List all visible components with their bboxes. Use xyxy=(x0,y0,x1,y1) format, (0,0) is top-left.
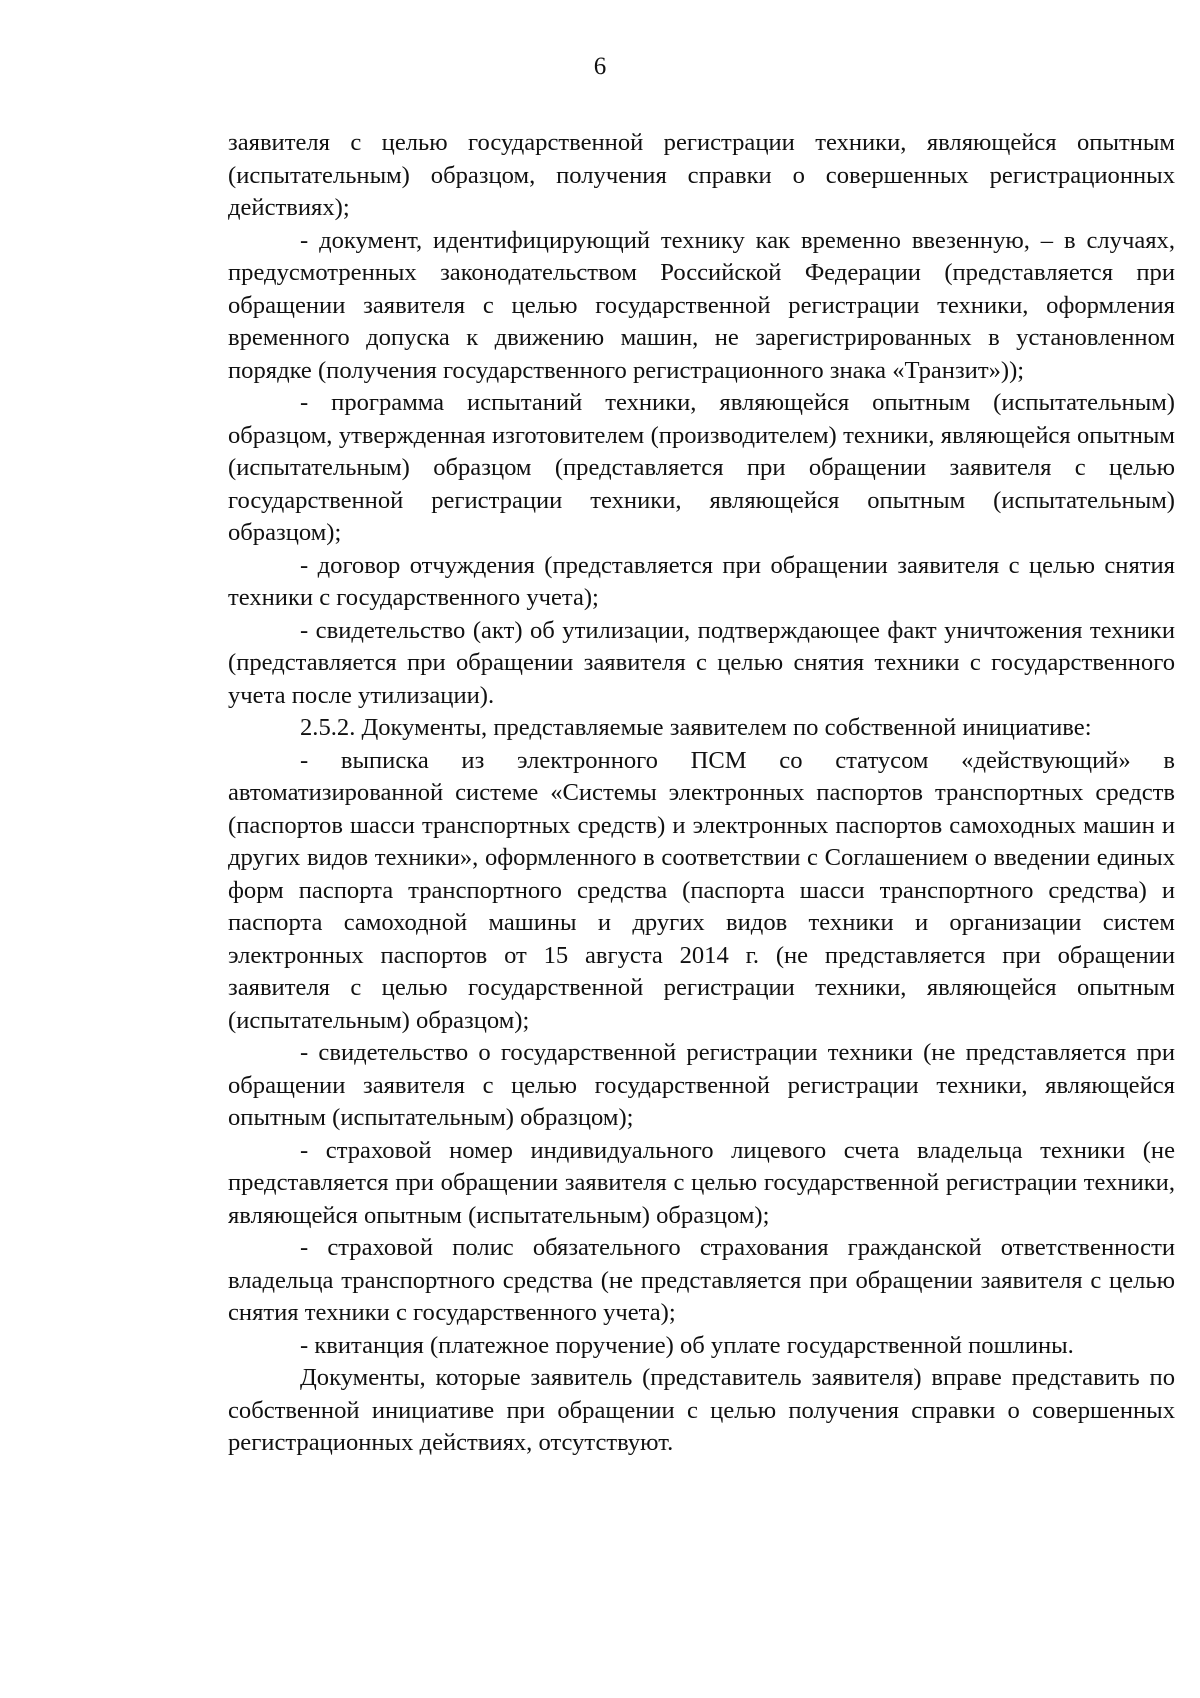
page-number: 6 xyxy=(593,53,607,80)
closing-paragraph: Документы, которые заявитель (представитель заявителя) вправе представить по собственной инициативе при обращении с целью получения справки о совершенных регистрационных действиях, отсутствуют. xyxy=(228,1364,1175,1456)
list-item-insurance-number: - страховой номер индивидуального лицевого счета владельца техники (не представляется при обращении заявителя с целью государственной регистрации техники, являющейся опытным (испытательным) образцом); xyxy=(228,1136,1175,1229)
document-body xyxy=(228,127,1175,1460)
list-item-state-duty-receipt: - квитанция (платежное поручение) об уплате государственной пошлины. xyxy=(300,1331,1074,1359)
list-item-temporary-import-document: - документ, идентифицирующий технику как временно ввезенную, – в случаях, предусмотренных законодательством Российской Федерации (представляется при обращении заявителя с целью государственной регистрации техники, оформления временного допуска к движению машин, не зарегистрированных в установленном порядке (получения государственного регистрационного знака «Транзит»)); xyxy=(228,226,1175,384)
list-item-alienation-contract: - договор отчуждения (представляется при обращении заявителя с целью снятия техники с государственного учета); xyxy=(228,551,1175,611)
list-item-registration-certificate: - свидетельство о государственной регистрации техники (не представляется при обращении заявителя с целью государственной регистрации техники, являющейся опытным (испытательным) образцом); xyxy=(228,1039,1175,1131)
list-item-disposal-certificate: - свидетельство (акт) об утилизации, подтверждающее факт уничтожения техники (представляется при обращении заявителя с целью снятия техники с государственного учета после утилизации). xyxy=(228,616,1175,709)
list-item-electronic-passport-extract: - выписка из электронного ПСМ со статусом «действующий» в автоматизированной системе «Системы электронных паспортов транспортных средств (паспортов шасси транспортных средств) и электронных паспортов самоходных машин и других видов техники», оформленного в соответствии с Соглашением о введении единых форм паспорта транспортного средства (паспорта шасси транспортного средства) и паспорта самоходной машины и других видов техники и организации систем электронных паспортов от 15 августа 2014 г. (не представляется при обращении заявителя с целью государственной регистрации техники, являющейся опытным (испытательным) образцом); xyxy=(228,746,1175,1034)
paragraph-continuation: заявителя с целью государственной регистрации техники, являющейся опытным (испытательным) образцом, получения справки о совершенных регистрационных действиях); xyxy=(228,129,1175,221)
section-heading-2-5-2: 2.5.2. Документы, представляемые заявителем по собственной инициативе: xyxy=(300,714,1092,741)
list-item-test-program: - программа испытаний техники, являющейся опытным (испытательным) образцом, утвержденная изготовителем (производителем) техники, являющейся опытным (испытательным) образцом (представляется при обращении заявителя с целью государственной регистрации техники, являющейся опытным (испытательным) образцом); xyxy=(228,389,1175,546)
list-item-insurance-policy: - страховой полис обязательного страхования гражданской ответственности владельца транспортного средства (не представляется при обращении заявителя с целью снятия техники с государственного учета); xyxy=(228,1234,1175,1326)
